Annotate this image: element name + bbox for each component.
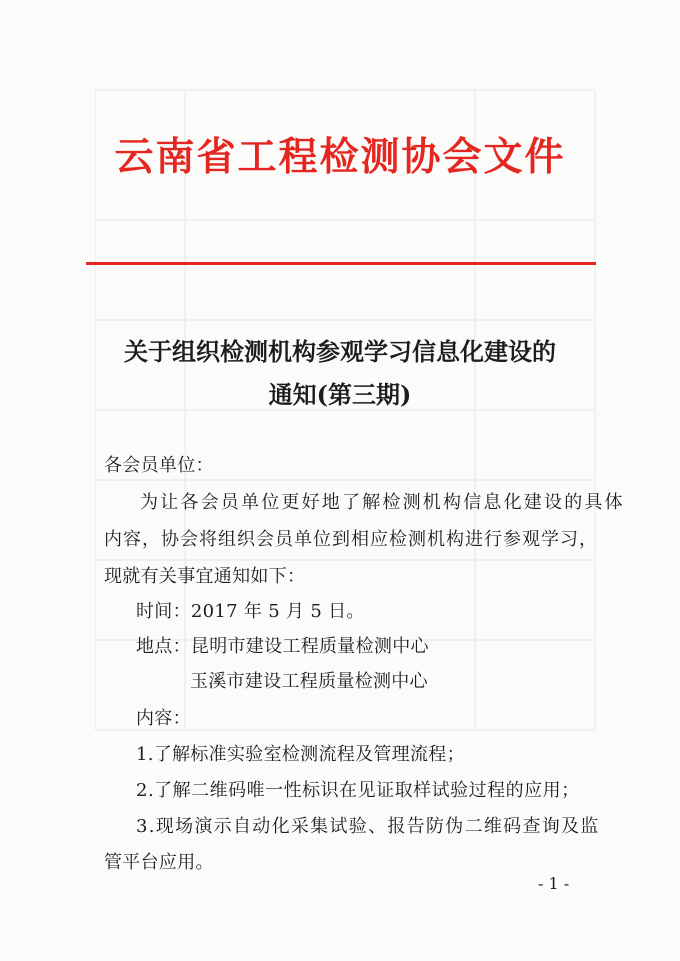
- salutation: 各会员单位：: [104, 455, 214, 476]
- event-time: 时间：2017 年 5 月 5 日。: [136, 601, 365, 622]
- document-title-line-2: 通知(第三期): [268, 380, 412, 409]
- page-number: - 1 -: [538, 874, 570, 893]
- content-item-1: 1.了解标准实验室检测流程及管理流程；: [136, 744, 465, 765]
- content-item-3-line-2: 管平台应用。: [104, 852, 214, 873]
- content-label: 内容：: [136, 708, 191, 729]
- body-paragraph-line-1: 为让各会员单位更好地了解检测机构信息化建设的具体: [140, 492, 625, 513]
- body-paragraph-line-3: 现就有关事宜通知如下：: [104, 566, 306, 587]
- content-item-2: 2.了解二维码唯一性标识在见证取样试验过程的应用；: [136, 780, 580, 801]
- red-header-rule: [86, 262, 596, 265]
- event-location-line-1: 地点：昆明市建设工程质量检测中心: [136, 636, 429, 657]
- event-location-line-2: 玉溪市建设工程质量检测中心: [190, 671, 428, 692]
- content-item-3-line-1: 3.现场演示自动化采集试验、报告防伪二维码查询及监: [136, 816, 600, 837]
- issuing-organization-title: 云南省工程检测协会文件: [114, 134, 566, 180]
- document-title-line-1: 关于组织检测机构参观学习信息化建设的: [124, 337, 556, 366]
- body-paragraph-line-2: 内容，协会将组织会员单位到相应检测机构进行参观学习，: [104, 529, 598, 550]
